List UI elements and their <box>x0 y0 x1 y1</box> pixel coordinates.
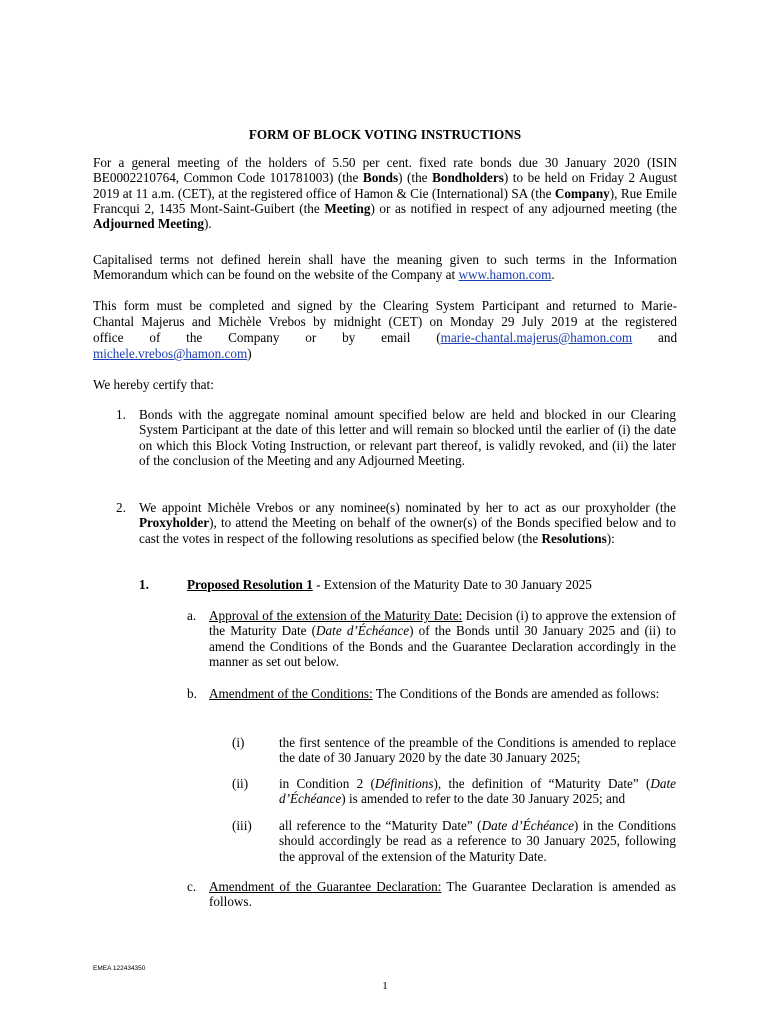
email-link-marie-chantal[interactable]: marie-chantal.majerus@hamon.com <box>440 330 633 345</box>
sub-a-heading: Approval of the extension of the Maturity Date: <box>209 608 463 623</box>
proxyholder-term: Proxyholder <box>139 515 210 531</box>
form-completion-line-2: Chantal Majerus and Michèle Vrebos by midnight (CET) on Monday 29 July 2019 at the registered <box>93 314 677 329</box>
bonds-term: Bonds <box>362 170 399 186</box>
resolutions-term: Resolutions <box>541 530 607 546</box>
form-completion-line-3: office of the Company or by email (marie-chantal.majerus@hamon.com and <box>93 330 678 345</box>
adjourned-meeting-term: Adjourned Meeting <box>93 216 204 232</box>
capitalised-terms-paragraph: Capitalised terms not defined herein shall have the meaning given to such terms in the Information Memorandum which can be found on the website of the Company at www.hamon.com. <box>93 252 677 283</box>
resolution-heading: Proposed Resolution 1 - Extension of the Maturity Date to 30 January 2025 <box>187 577 592 592</box>
page-number: 1 <box>382 980 388 992</box>
item-1-number: 1. <box>116 407 126 422</box>
email-link-michele[interactable]: michele.vrebos@hamon.com <box>93 346 248 361</box>
roman-i-text: the first sentence of the preamble of the Conditions is amended to replace the date of 30 January 2020 by the date 30 January 2025; <box>279 735 676 766</box>
resolution-number: 1. <box>139 577 149 592</box>
roman-ii-label: (ii) <box>232 776 249 791</box>
roman-iii-text: all reference to the “Maturity Date” (Date d’Échéance) in the Conditions should accordingly be read as a reference to 30 January 2025, following the approval of the extension of the Maturity Date. <box>279 818 676 864</box>
item-2-text: We appoint Michèle Vrebos or any nominee(s) nominated by her to act as our proxyholder (the Proxyholder), to attend the Meeting on behalf of the owner(s) of the Bonds specified below and to cast the votes in respect of the following resolutions as specified below (the Resolutions): <box>139 500 676 546</box>
hamon-website-link[interactable]: www.hamon.com <box>458 267 552 283</box>
document-title: FORM OF BLOCK VOTING INSTRUCTIONS <box>248 127 522 142</box>
sub-b-label: b. <box>187 686 197 701</box>
document-reference-code: EMEA 122434350 <box>93 965 146 972</box>
roman-iii-label: (iii) <box>232 818 252 833</box>
roman-ii-text: in Condition 2 (Définitions), the definition of “Maturity Date” (Date d’Échéance) is amended to refer to the date 30 January 2025; and <box>279 776 676 807</box>
sub-b-heading: Amendment of the Conditions: <box>209 686 373 701</box>
sub-c-heading: Amendment of the Guarantee Declaration: <box>209 879 442 894</box>
company-term: Company <box>554 185 610 201</box>
sub-b-text: Amendment of the Conditions: The Conditions of the Bonds are amended as follows: <box>209 686 660 701</box>
sub-c-text: Amendment of the Guarantee Declaration: The Guarantee Declaration is amended as follows. <box>209 879 676 910</box>
item-2-number: 2. <box>116 500 126 515</box>
proposed-resolution-title: Proposed Resolution 1 <box>187 577 313 592</box>
form-completion-line-1: This form must be completed and signed by the Clearing System Participant and returned to Marie- <box>93 298 677 313</box>
intro-paragraph: For a general meeting of the holders of 5.50 per cent. fixed rate bonds due 30 January 2020 (ISIN BE0002210764, Common Code 101781003) (the Bonds) (the Bondholders) to be held on Friday 2 August 2019 at 11 a.m. (CET), at the registered office of Hamon & Cie (International) SA (the Company), Rue Emile Francqui 2, 1435 Mont-Saint-Guibert (the Meeting) or as notified in respect of any adjourned meeting (the Adjourned Meeting). <box>93 155 677 232</box>
sub-a-text: Approval of the extension of the Maturity Date: Decision (i) to approve the extension of the Maturity Date (Date d’Échéance) of the Bonds until 30 January 2025 and (ii) to amend the Conditions of the Bonds and the Guarantee Declaration accordingly in the manner as set out below. <box>209 608 677 669</box>
item-1-text: Bonds with the aggregate nominal amount specified below are held and blocked in our Clearing System Participant at the date of this letter and will remain so blocked until the earlier of (i) the date on which this Block Voting Instruction, or relevant part thereof, is validly revoked, and (ii) the later of the conclusion of the Meeting and any Adjourned Meeting. <box>139 407 676 468</box>
sub-c-label: c. <box>187 879 197 894</box>
certify-statement: We hereby certify that: <box>93 377 214 392</box>
roman-i-label: (i) <box>232 735 245 750</box>
sub-a-label: a. <box>187 608 197 623</box>
meeting-term: Meeting <box>324 200 371 216</box>
form-completion-line-4: michele.vrebos@hamon.com) <box>93 346 252 361</box>
bondholders-term: Bondholders <box>432 170 504 186</box>
